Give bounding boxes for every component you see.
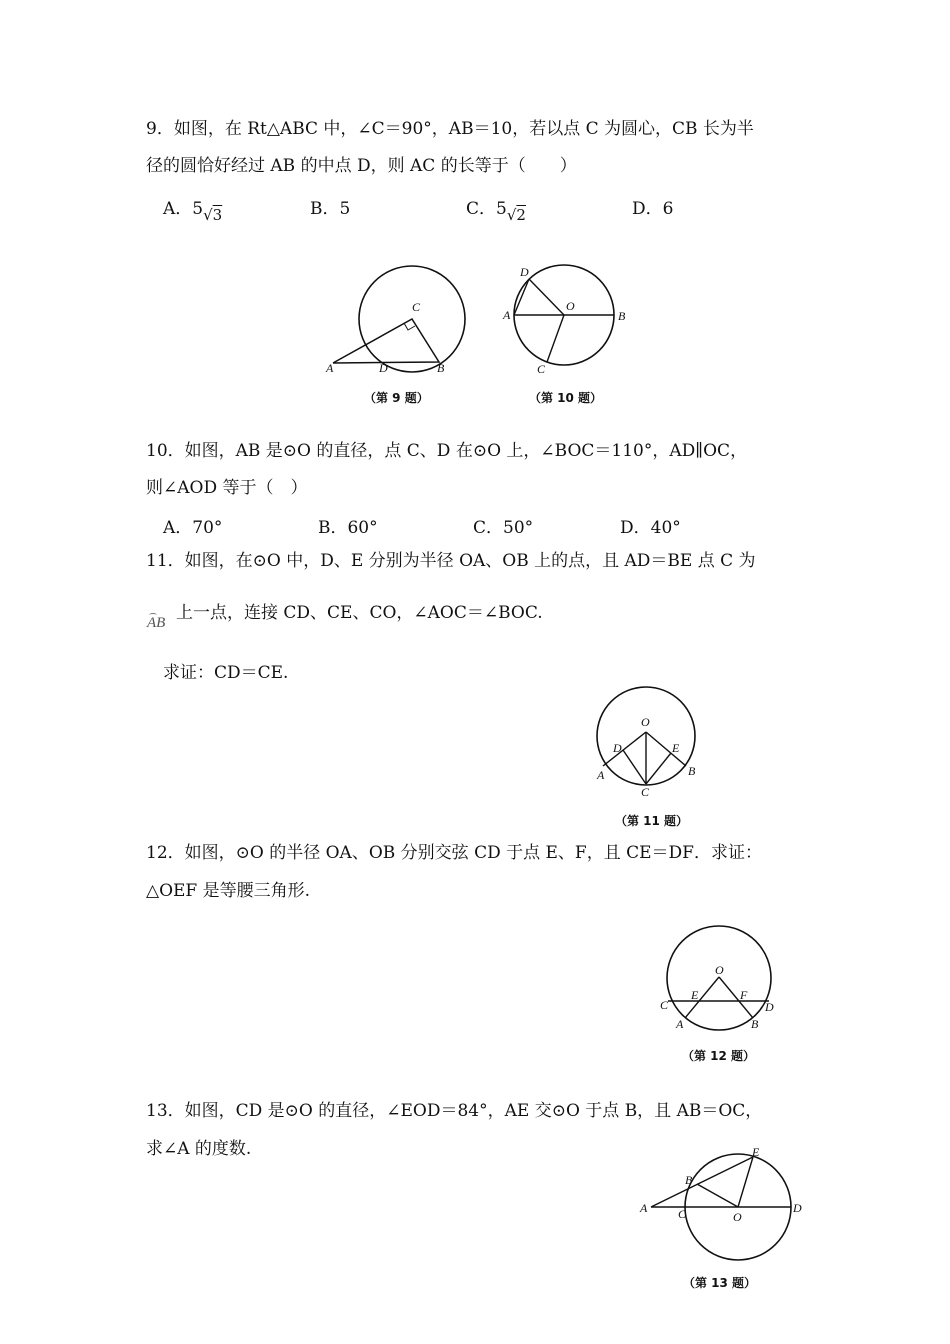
q9-right-angle-mark: [404, 323, 415, 330]
q10-label-o: O: [566, 299, 575, 313]
q9-option-a[interactable]: [163, 194, 223, 224]
q10-label-a: A: [503, 308, 511, 322]
q13-caption: （第 13 题）: [683, 1276, 757, 1290]
q10-caption: （第 10 题）: [529, 391, 603, 405]
q9-label-d: D: [379, 361, 388, 375]
q11-radius-ob: [646, 732, 686, 766]
q9-figure: [320, 255, 480, 385]
q10-option-d[interactable]: D．40°: [620, 518, 681, 538]
q12-label-f: F: [740, 988, 748, 1002]
q11-line-cd: [623, 750, 646, 784]
q9-label-c: C: [412, 300, 421, 314]
q11-figure: [590, 680, 710, 800]
q11-label-a: A: [597, 768, 605, 782]
q10-line-ad: [514, 279, 529, 315]
q10-label-d: D: [520, 265, 529, 279]
q10-text-line1: 10．如图，AB 是⊙O 的直径，点 C、D 在⊙O 上，∠BOC＝110°，AD∥OC，: [146, 441, 748, 461]
q9-option-a-radicand: 3: [212, 206, 223, 224]
q11-radius-oa: [603, 732, 646, 766]
q13-label-o: O: [733, 1210, 742, 1224]
q11-label-o: O: [641, 715, 650, 729]
q11-text-line1: 11．如图，在⊙O 中，D、E 分别为半径 OA、OB 上的点，且 AD＝BE 点 C 为: [146, 551, 756, 571]
q9-text-line2: 径的圆恰好经过 AB 的中点 D，则 AC 的长等于（ ）: [146, 156, 577, 176]
q12-label-c: C: [660, 998, 669, 1012]
q13-label-b: B: [685, 1173, 693, 1187]
q12-text-line2: △OEF 是等腰三角形.: [146, 881, 311, 901]
q10-line-oc: [547, 315, 564, 362]
q9-label-b: B: [437, 361, 445, 375]
q12-label-e: E: [691, 988, 699, 1002]
q12-label-o: O: [715, 963, 724, 977]
q11-arc-label: AB: [147, 615, 166, 631]
q13-label-a: A: [640, 1201, 648, 1215]
q11-label-d: D: [613, 741, 622, 755]
q11-text-line2: 上一点，连接 CD、CE、CO，∠AOC＝∠BOC.: [176, 603, 543, 623]
q10-text-line2: 则∠AOD 等于（ ）: [146, 478, 308, 498]
q10-option-a[interactable]: A．70°: [163, 518, 223, 538]
q13-figure: [635, 1140, 815, 1265]
q13-line-ob: [697, 1184, 738, 1207]
q12-text-line1: 12．如图，⊙O 的半径 OA、OB 分别交弦 CD 于点 E、F，且 CE＝DF．求证：: [146, 843, 762, 863]
q10-line-od: [529, 279, 564, 315]
q13-line-ae: [651, 1157, 753, 1207]
q11-text-line3: 求证：CD＝CE.: [163, 663, 289, 683]
q11-label-c: C: [641, 785, 650, 799]
q9-label-a: A: [326, 361, 334, 375]
q10-figure: [500, 262, 640, 387]
q12-figure: [655, 925, 785, 1040]
q12-label-b: B: [751, 1017, 759, 1031]
q11-caption: （第 11 题）: [615, 814, 689, 828]
q10-option-c[interactable]: C．50°: [473, 518, 534, 538]
q10-option-b[interactable]: B．60°: [318, 518, 378, 538]
q9-triangle: [333, 319, 439, 363]
q12-radius-ob: [719, 977, 753, 1018]
q9-option-c-radicand: 2: [516, 206, 526, 224]
q9-option-c-label: C．5: [466, 199, 507, 219]
q13-line-oe: [738, 1157, 753, 1207]
q9-text-line1: 9．如图，在 Rt△ABC 中，∠C＝90°，AB＝10，若以点 C 为圆心，CB 长为半: [146, 119, 754, 139]
q13-text-line1: 13．如图，CD 是⊙O 的直径，∠EOD＝84°，AE 交⊙O 于点 B，且 AB＝OC，: [146, 1101, 763, 1121]
q12-label-a: A: [676, 1017, 684, 1031]
q13-text-line2: 求∠A 的度数.: [146, 1139, 252, 1159]
q10-label-c: C: [537, 362, 546, 376]
q13-label-c: C: [678, 1207, 687, 1221]
sqrt-icon: √2: [506, 206, 526, 224]
q13-label-d: D: [793, 1201, 802, 1215]
q9-option-a-label: A．5: [163, 199, 204, 219]
q12-caption: （第 12 题）: [682, 1049, 756, 1063]
q9-caption: （第 9 题）: [364, 391, 429, 405]
q11-label-e: E: [672, 741, 680, 755]
q9-option-c[interactable]: [466, 194, 526, 224]
q10-label-b: B: [618, 309, 626, 323]
q9-option-b[interactable]: B．5: [310, 199, 351, 219]
q13-label-e: E: [752, 1145, 760, 1159]
q11-label-b: B: [688, 764, 696, 778]
q9-option-d[interactable]: D．6: [632, 199, 674, 219]
sqrt-icon: √3: [203, 206, 223, 224]
q12-label-d: D: [765, 1000, 774, 1014]
